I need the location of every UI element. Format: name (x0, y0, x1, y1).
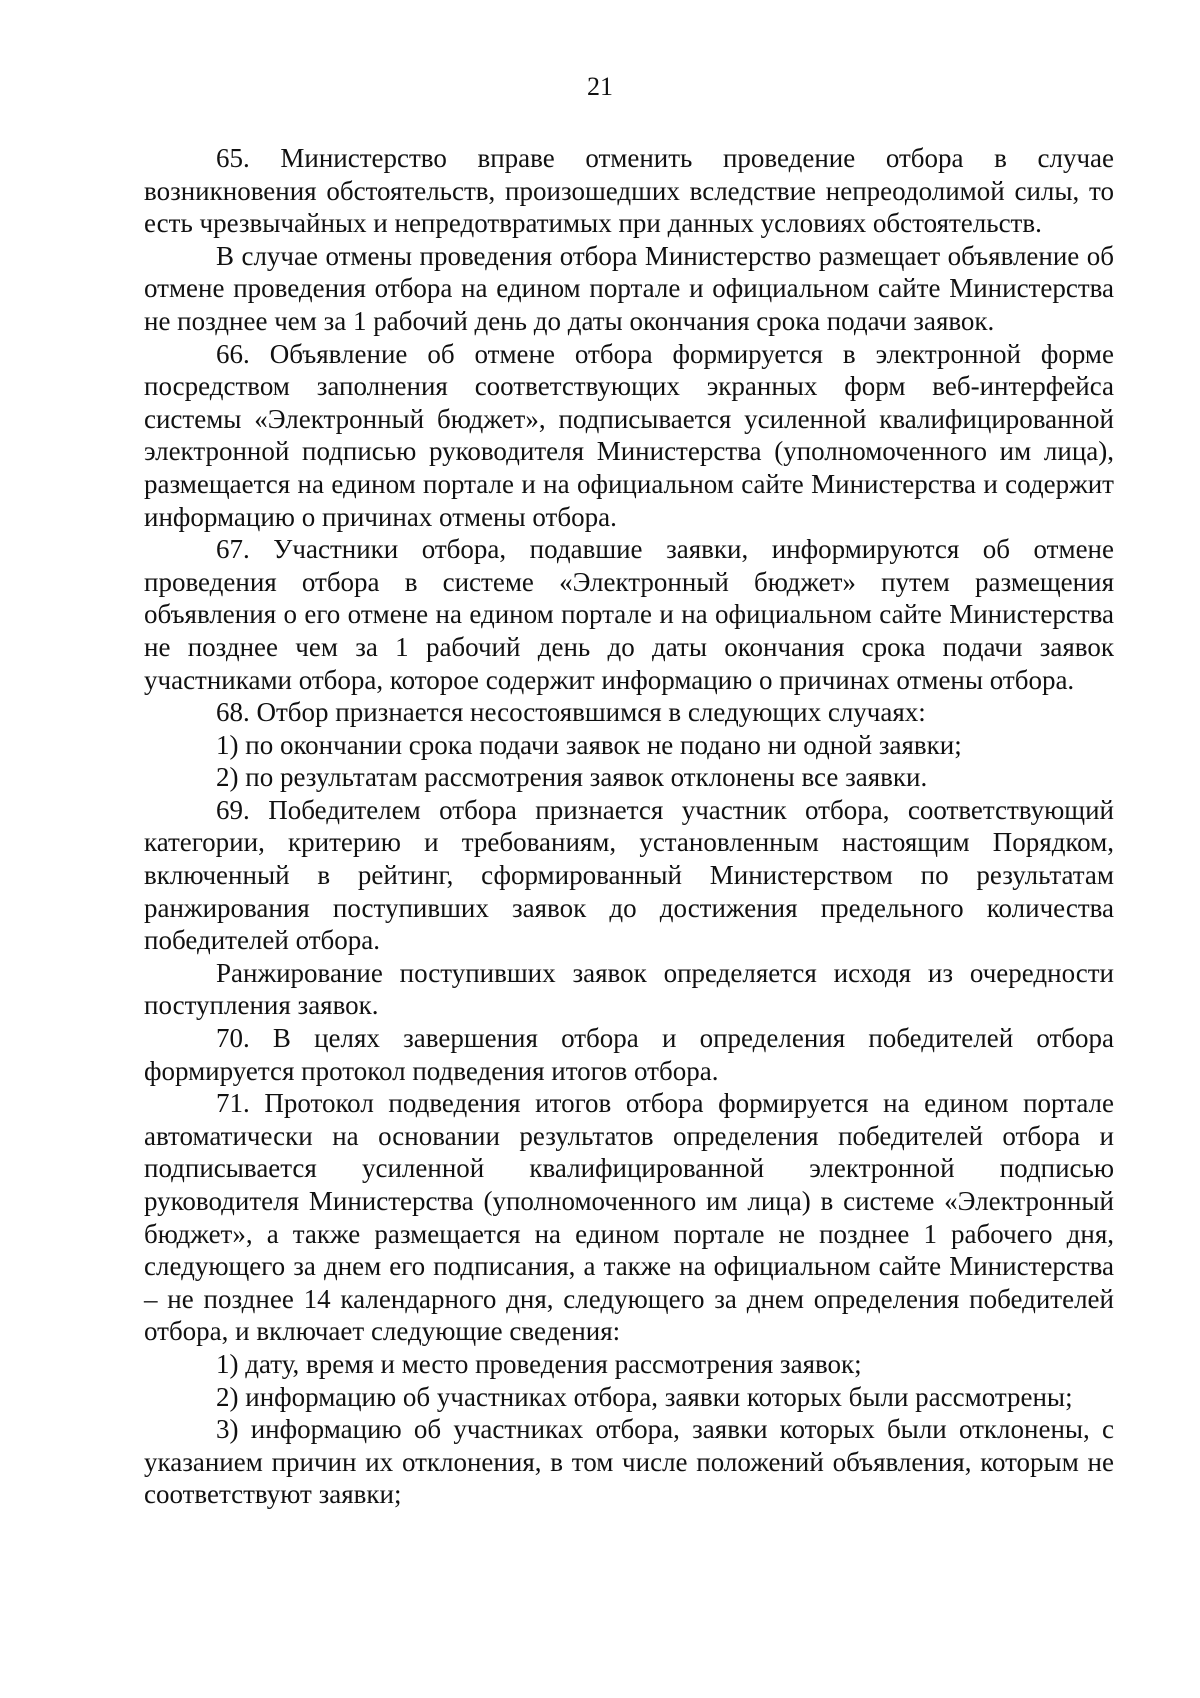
paragraph-71-item-2: 2) информацию об участниках отбора, заявки которых были рассмотрены; (216, 1381, 1073, 1412)
paragraph-70: 70. В целях завершения отбора и определения победителей отбора формируется протокол подведения итогов отбора. (144, 1023, 1114, 1086)
paragraph-68: 68. Отбор признается несостоявшимся в следующих случаях: (216, 697, 926, 728)
paragraph-68-item-2: 2) по результатам рассмотрения заявок отклонены все заявки. (216, 762, 928, 793)
paragraph-65: 65. Министерство вправе отменить проведение отбора в случае возникновения обстоятельств, произошедших вследствие непреодолимой силы, то есть чрезвычайных и непредотвратимых при данных условиях обстоятельств. (144, 143, 1114, 239)
paragraph-67: 67. Участники отбора, подавшие заявки, информируются об отмене проведения отбора в системе «Электронный бюджет» путем размещения объявления о его отмене на едином портале и на официальном сайте Министерства не позднее чем за 1 рабочий день до даты окончания срока подачи заявок участниками отбора, которое содержит информацию о причинах отмены отбора. (144, 534, 1114, 695)
paragraph-69: 69. Победителем отбора признается участник отбора, соответствующий категории, критерию и требованиям, установленным настоящим Порядком, включенный в рейтинг, сформированный Министерством по результатам ранжирования поступивших заявок до достижения предельного количества победителей отбора. (144, 794, 1114, 956)
paragraph-66: 66. Объявление об отмене отбора формируется в электронной форме посредством заполнения соответствующих экранных форм веб-интерфейса системы «Электронный бюджет», подписывается усиленной квалифицированной электронной подписью руководителя Министерства (уполномоченного им лица), размещается на едином портале и на официальном сайте Министерства и содержит информацию о причинах отмены отбора. (144, 338, 1114, 532)
paragraph-71: 71. Протокол подведения итогов отбора формируется на едином портале автоматически на основании результатов определения победителей отбора и подписывается усиленной квалифицированной электронной подписью руководителя Министерства (уполномоченного им лица) в системе «Электронный бюджет», а также размещается на едином портале не позднее 1 рабочего дня, следующего за днем его подписания, а также на официальном сайте Министерства – не позднее 14 календарного дня, следующего за днем определения победителей отбора, и включает следующие сведения: (144, 1088, 1114, 1347)
page-number: 21 (587, 72, 613, 101)
paragraph-69-ranking: Ранжирование поступивших заявок определяется исходя из очередности поступления заявок. (144, 957, 1114, 1021)
document-body (144, 142, 1114, 1511)
paragraph-65-cancellation-notice: В случае отмены проведения отбора Министерство размещает объявление об отмене проведения отбора на едином портале и официальном сайте Министерства не позднее чем за 1 рабочий день до даты окончания срока подачи заявок. (144, 240, 1114, 336)
paragraph-71-item-1: 1) дату, время и место проведения рассмотрения заявок; (216, 1348, 862, 1379)
paragraph-68-item-1: 1) по окончании срока подачи заявок не подано ни одной заявки; (216, 729, 962, 760)
paragraph-71-item-3: 3) информацию об участниках отбора, заявки которых были отклонены, с указанием причин их отклонения, в том числе положений объявления, которым не соответствуют заявки; (144, 1414, 1114, 1510)
